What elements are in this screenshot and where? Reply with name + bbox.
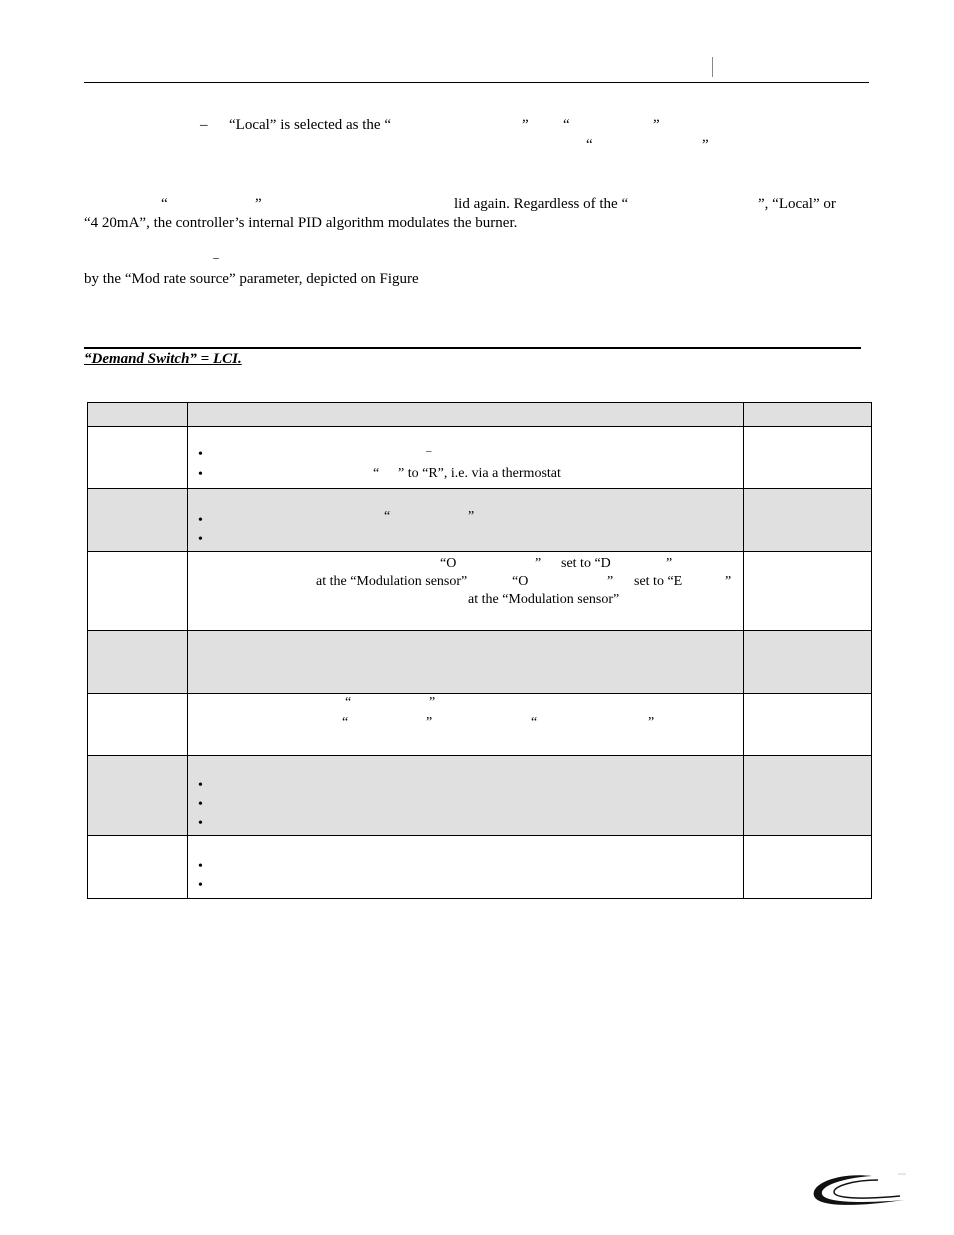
quote-open: “ (586, 137, 593, 153)
header-divider-tick (712, 57, 713, 77)
table-cell (88, 552, 188, 631)
text: set to “D (561, 556, 611, 571)
quote-close: ” (429, 695, 436, 710)
text: “O (512, 574, 529, 589)
table-cell (188, 631, 744, 694)
table-cell (188, 489, 744, 552)
quote-open: “ (161, 196, 168, 212)
text: at the “Modulation sensor” (316, 574, 468, 589)
table-cell (744, 836, 872, 899)
quote-close: ” (255, 196, 262, 212)
bullet: • (198, 859, 203, 874)
quote-open: “ (563, 117, 570, 133)
table-cell (88, 694, 188, 756)
text: “ (373, 466, 380, 481)
table-cell (188, 552, 744, 631)
table-cell (188, 694, 744, 756)
bullet: • (198, 447, 203, 462)
bullet: • (198, 532, 203, 547)
header-cell (188, 403, 744, 427)
table-row (88, 427, 872, 489)
text: ” (666, 556, 673, 571)
table-cell (744, 489, 872, 552)
table-cell (188, 756, 744, 836)
section-rule (84, 347, 861, 349)
text: by the “Mod rate source” parameter, depicted on Figure (84, 271, 419, 287)
table-row (88, 836, 872, 899)
bullet: • (198, 797, 203, 812)
table-cell (744, 631, 872, 694)
text: ” (725, 574, 732, 589)
text: ” (535, 556, 542, 571)
table-row (88, 694, 872, 756)
table-header-row (88, 403, 872, 427)
demand-switch-table (87, 402, 872, 899)
bullet: • (198, 778, 203, 793)
header-cell (744, 403, 872, 427)
table-cell (188, 836, 744, 899)
table-cell (744, 552, 872, 631)
table-caption: “Demand Switch” = LCI. (84, 351, 242, 367)
table-row (88, 756, 872, 836)
table-cell (88, 631, 188, 694)
dash: – (213, 250, 219, 264)
quote-open: “ (531, 715, 538, 730)
text: set to “E (634, 574, 683, 589)
quote-close: ” (522, 117, 529, 133)
table-cell (88, 756, 188, 836)
quote-close: ” (426, 715, 433, 730)
text: at the “Modulation sensor” (468, 592, 620, 607)
header-cell (88, 403, 188, 427)
quote-close: ” (653, 117, 660, 133)
quote-close: ” (648, 715, 655, 730)
table-cell (88, 427, 188, 489)
text: “Local” is selected as the “ (229, 117, 391, 133)
quote-open: “ (345, 695, 352, 710)
table-cell (744, 756, 872, 836)
text: ” to “R”, i.e. via a thermostat (398, 466, 561, 481)
table-cell (744, 427, 872, 489)
text: “4 20mA”, the controller’s internal PID algorithm modulates the burner. (84, 215, 518, 231)
table-row (88, 552, 872, 631)
dash: – (426, 445, 432, 457)
bullet: • (198, 878, 203, 893)
bullet: • (198, 513, 203, 528)
text: lid again. Regardless of the “ (454, 196, 629, 212)
quote-close: ” (468, 509, 475, 524)
text: “O (440, 556, 457, 571)
table-cell (88, 836, 188, 899)
table-cell (88, 489, 188, 552)
text: ”, “Local” or (758, 196, 836, 212)
table-row (88, 489, 872, 552)
quote-open: “ (342, 715, 349, 730)
dash: – (200, 117, 208, 133)
text: ” (607, 574, 614, 589)
quote-close: ” (702, 137, 709, 153)
bullet: • (198, 816, 203, 831)
bullet: • (198, 467, 203, 482)
company-logo-swoosh-icon (808, 1170, 908, 1210)
table-cell (744, 694, 872, 756)
quote-open: “ (384, 509, 391, 524)
table-row (88, 631, 872, 694)
table-cell (188, 427, 744, 489)
header-rule (84, 82, 869, 83)
